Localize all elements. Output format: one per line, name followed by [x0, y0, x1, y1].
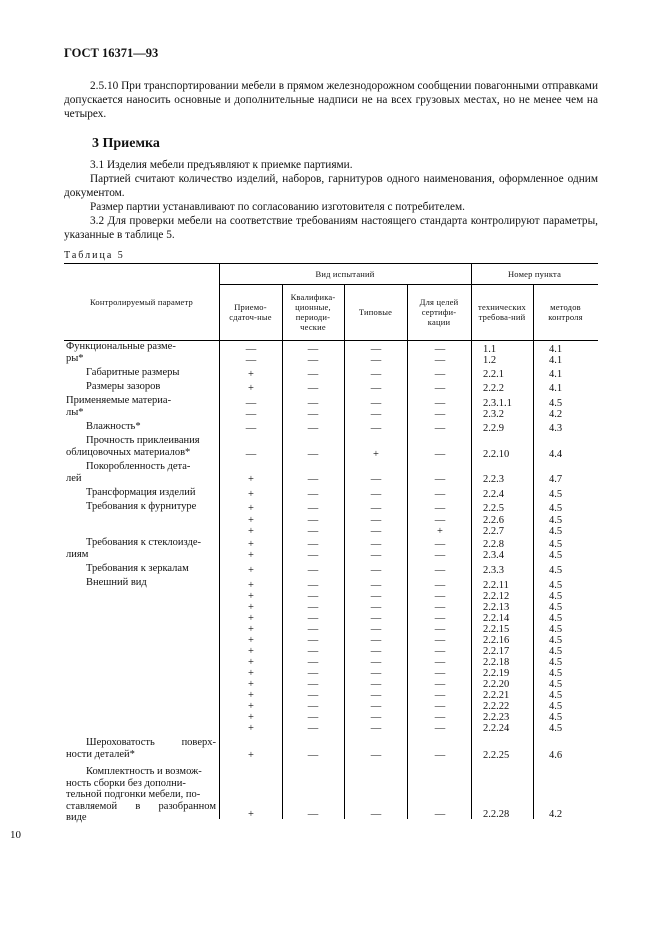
cell-type: —: [370, 550, 382, 561]
cell-qualification: —: [307, 679, 319, 690]
cell-tech-req: 2.2.19: [483, 668, 510, 679]
cell-method: 4.5: [549, 635, 563, 646]
cell-method: 4.5: [549, 591, 563, 602]
cell-acceptance: +: [248, 679, 254, 690]
cell-certification: —: [434, 409, 446, 420]
cell-method: 4.5: [549, 613, 563, 624]
cell-acceptance: +: [248, 690, 254, 701]
cell-method: 4.5: [549, 580, 563, 591]
cell-certification: —: [434, 646, 446, 657]
cell-certification: —: [434, 489, 446, 500]
cell-certification: —: [434, 613, 446, 624]
cell-qualification: —: [307, 423, 319, 434]
cell-method: 4.1: [549, 383, 563, 394]
cell-method: 4.1: [549, 344, 563, 355]
cell-certification: —: [434, 809, 446, 820]
cell-qualification: —: [307, 809, 319, 820]
cell-qualification: —: [307, 449, 319, 460]
param-label: Покоробленность дета- лей: [66, 461, 191, 484]
section-title: 3 Приемка: [92, 136, 160, 151]
cell-type: —: [370, 723, 382, 734]
cell-acceptance: +: [248, 503, 254, 514]
param-label: Применяемые материа- лы*: [66, 395, 172, 418]
cell-tech-req: 2.2.12: [483, 591, 510, 602]
cell-certification: —: [434, 550, 446, 561]
cell-type: —: [370, 646, 382, 657]
cell-type: —: [370, 580, 382, 591]
cell-certification: —: [434, 355, 446, 366]
cell-type: —: [370, 712, 382, 723]
param-label: Функциональные разме- ры*: [66, 341, 176, 364]
cell-certification: —: [434, 369, 446, 380]
cell-tech-req: 2.2.14: [483, 613, 510, 624]
cell-acceptance: +: [248, 646, 254, 657]
cell-method: 4.5: [549, 602, 563, 613]
cell-type: —: [370, 383, 382, 394]
paragraph-party-size: Размер партии устанавливают по согласованию изготовителя с потребителем.: [90, 201, 465, 213]
cell-certification: —: [434, 679, 446, 690]
cell-method: 4.5: [549, 539, 563, 550]
param-label: Влажность*: [86, 421, 141, 432]
cell-tech-req: 2.2.7: [483, 526, 504, 537]
cell-type: —: [370, 503, 382, 514]
cell-acceptance: +: [248, 383, 254, 394]
cell-acceptance: +: [248, 474, 254, 485]
cell-method: 4.5: [549, 646, 563, 657]
cell-method: 4.5: [549, 657, 563, 668]
cell-method: 4.5: [549, 690, 563, 701]
cell-tech-req: 2.2.2: [483, 383, 504, 394]
cell-certification: —: [434, 712, 446, 723]
cell-type: —: [370, 624, 382, 635]
cell-type: —: [370, 690, 382, 701]
cell-certification: —: [434, 539, 446, 550]
cell-acceptance: +: [248, 624, 254, 635]
header-param: Контролируемый параметр: [89, 296, 194, 307]
cell-type: —: [370, 515, 382, 526]
cell-method: 4.2: [549, 809, 563, 820]
cell-method: 4.1: [549, 369, 563, 380]
cell-qualification: —: [307, 613, 319, 624]
table-col-divider: [282, 284, 283, 819]
cell-qualification: —: [307, 515, 319, 526]
cell-qualification: —: [307, 369, 319, 380]
cell-acceptance: +: [248, 489, 254, 500]
cell-method: 4.6: [549, 750, 563, 761]
cell-acceptance: +: [248, 602, 254, 613]
cell-certification: —: [434, 657, 446, 668]
cell-acceptance: +: [248, 550, 254, 561]
cell-qualification: —: [307, 344, 319, 355]
cell-qualification: —: [307, 489, 319, 500]
cell-tech-req: 2.3.4: [483, 550, 504, 561]
cell-method: 4.5: [549, 624, 563, 635]
table-caption: Таблица 5: [64, 250, 125, 261]
cell-acceptance: +: [248, 565, 254, 576]
cell-tech-req: 2.2.20: [483, 679, 510, 690]
cell-acceptance: +: [248, 613, 254, 624]
cell-type: —: [370, 565, 382, 576]
cell-method: 4.5: [549, 398, 563, 409]
cell-certification: —: [434, 602, 446, 613]
cell-method: 4.7: [549, 474, 563, 485]
cell-acceptance: +: [248, 591, 254, 602]
cell-type: —: [370, 750, 382, 761]
cell-certification: —: [434, 635, 446, 646]
cell-certification: —: [434, 701, 446, 712]
cell-qualification: —: [307, 580, 319, 591]
cell-tech-req: 2.2.18: [483, 657, 510, 668]
cell-acceptance: +: [248, 723, 254, 734]
cell-acceptance: +: [248, 712, 254, 723]
cell-certification: —: [434, 383, 446, 394]
cell-acceptance: +: [248, 580, 254, 591]
cell-acceptance: +: [248, 539, 254, 550]
cell-certification: —: [434, 565, 446, 576]
table-col-divider: [219, 263, 220, 819]
cell-qualification: —: [307, 503, 319, 514]
paragraph-party: Партией считают количество изделий, наборов, гарнитуров одного наименования, оформленное одним документом.: [64, 173, 598, 199]
table-col-divider: [407, 284, 408, 819]
cell-certification: —: [434, 668, 446, 679]
table-col-divider: [533, 284, 534, 819]
cell-tech-req: 2.2.28: [483, 809, 510, 820]
cell-certification: —: [434, 580, 446, 591]
cell-acceptance: +: [248, 668, 254, 679]
param-label: Требования к фурнитуре: [86, 501, 197, 512]
param-label: Шероховатость поверх- ности деталей*: [66, 737, 216, 760]
cell-acceptance: +: [248, 369, 254, 380]
cell-qualification: —: [307, 565, 319, 576]
param-label: Требования к зеркалам: [86, 563, 189, 574]
cell-tech-req: 2.2.4: [483, 489, 504, 500]
cell-qualification: —: [307, 646, 319, 657]
cell-method: 4.5: [549, 701, 563, 712]
cell-certification: —: [434, 750, 446, 761]
cell-qualification: —: [307, 602, 319, 613]
cell-tech-req: 1.2: [483, 355, 497, 366]
cell-type: —: [370, 591, 382, 602]
cell-qualification: —: [307, 690, 319, 701]
cell-qualification: —: [307, 712, 319, 723]
cell-method: 4.5: [549, 526, 563, 537]
cell-tech-req: 2.2.22: [483, 701, 510, 712]
cell-certification: —: [434, 474, 446, 485]
cell-qualification: —: [307, 624, 319, 635]
cell-qualification: —: [307, 526, 319, 537]
cell-qualification: —: [307, 474, 319, 485]
cell-acceptance: +: [248, 750, 254, 761]
cell-type: —: [370, 474, 382, 485]
cell-method: 4.5: [549, 515, 563, 526]
cell-type: —: [370, 409, 382, 420]
param-label: Размеры зазоров: [86, 381, 161, 392]
cell-qualification: —: [307, 409, 319, 420]
header-acceptance: Приемо-сдаточ-ные: [229, 302, 272, 322]
cell-tech-req: 2.2.13: [483, 602, 510, 613]
header-methods: методов контроля: [548, 302, 583, 322]
cell-qualification: —: [307, 591, 319, 602]
cell-certification: —: [434, 423, 446, 434]
cell-type: —: [370, 701, 382, 712]
cell-method: 4.4: [549, 449, 563, 460]
cell-tech-req: 2.2.15: [483, 624, 510, 635]
cell-qualification: —: [307, 383, 319, 394]
header-clause-group: Номер пункта: [507, 268, 562, 279]
cell-tech-req: 2.2.17: [483, 646, 510, 657]
cell-tech-req: 2.2.3: [483, 474, 504, 485]
table-col-divider: [471, 263, 472, 819]
cell-method: 4.5: [549, 489, 563, 500]
cell-type: —: [370, 657, 382, 668]
cell-tech-req: 1.1: [483, 344, 497, 355]
cell-acceptance: —: [245, 449, 257, 460]
cell-qualification: —: [307, 657, 319, 668]
cell-certification: —: [434, 591, 446, 602]
cell-acceptance: +: [248, 526, 254, 537]
cell-certification: —: [434, 449, 446, 460]
cell-acceptance: —: [245, 344, 257, 355]
cell-acceptance: +: [248, 657, 254, 668]
cell-method: 4.5: [549, 503, 563, 514]
paragraph-2-5-10: 2.5.10 При транспортировании мебели в прямом железнодорожном сообщении повагонными отправками допускается наносить основные и дополнительные надписи не на всех грузовых местах, но не менее чем на четырех.: [64, 80, 598, 120]
cell-acceptance: —: [245, 409, 257, 420]
param-label: Требования к стеклоизде- лиям: [66, 537, 201, 560]
cell-certification: —: [434, 690, 446, 701]
cell-tech-req: 2.3.3: [483, 565, 504, 576]
cell-method: 4.2: [549, 409, 563, 420]
cell-qualification: —: [307, 723, 319, 734]
cell-certification: +: [437, 526, 443, 537]
cell-method: 4.5: [549, 712, 563, 723]
cell-acceptance: —: [245, 398, 257, 409]
cell-qualification: —: [307, 539, 319, 550]
cell-tech-req: 2.2.16: [483, 635, 510, 646]
cell-certification: —: [434, 344, 446, 355]
cell-type: —: [370, 668, 382, 679]
header-test-group: Вид испытаний: [315, 268, 375, 279]
param-label: Прочность приклеивания облицовочных материалов*: [66, 435, 200, 458]
cell-acceptance: +: [248, 635, 254, 646]
cell-type: —: [370, 679, 382, 690]
cell-tech-req: 2.2.5: [483, 503, 504, 514]
cell-type: —: [370, 809, 382, 820]
header-tech-req: технических требова-ний: [478, 302, 526, 322]
cell-type: —: [370, 635, 382, 646]
cell-type: —: [370, 423, 382, 434]
paragraph-3-1: 3.1 Изделия мебели предъявляют к приемке партиями.: [90, 159, 353, 171]
cell-tech-req: 2.2.21: [483, 690, 510, 701]
param-label: Комплектность и возмож- ность сборки без дополни- тельной подгонки мебели, по- ставляемой в разобранном виде: [66, 766, 216, 823]
cell-certification: —: [434, 515, 446, 526]
cell-tech-req: 2.3.2: [483, 409, 504, 420]
param-label: Внешний вид: [86, 577, 147, 588]
table-col-divider: [344, 284, 345, 819]
cell-tech-req: 2.2.8: [483, 539, 504, 550]
header-certification: Для целей сертифи-кации: [419, 297, 459, 327]
cell-acceptance: +: [248, 701, 254, 712]
cell-type: —: [370, 526, 382, 537]
cell-tech-req: 2.2.6: [483, 515, 504, 526]
cell-type: —: [370, 398, 382, 409]
cell-acceptance: —: [245, 423, 257, 434]
cell-qualification: —: [307, 398, 319, 409]
cell-method: 4.5: [549, 668, 563, 679]
cell-tech-req: 2.2.23: [483, 712, 510, 723]
cell-type: —: [370, 539, 382, 550]
cell-acceptance: —: [245, 355, 257, 366]
cell-type: —: [370, 355, 382, 366]
cell-type: —: [370, 489, 382, 500]
cell-acceptance: +: [248, 515, 254, 526]
cell-qualification: —: [307, 355, 319, 366]
cell-method: 4.5: [549, 723, 563, 734]
cell-qualification: —: [307, 635, 319, 646]
header-qualification: Квалифика-ционные, периоди-ческие: [290, 292, 336, 332]
cell-acceptance: +: [248, 809, 254, 820]
cell-type: —: [370, 369, 382, 380]
cell-tech-req: 2.3.1.1: [483, 398, 512, 409]
cell-tech-req: 2.2.1: [483, 369, 504, 380]
cell-qualification: —: [307, 550, 319, 561]
param-label: Габаритные размеры: [86, 367, 180, 378]
cell-tech-req: 2.2.10: [483, 449, 510, 460]
param-label: Трансформация изделий: [86, 487, 196, 498]
cell-method: 4.1: [549, 355, 563, 366]
paragraph-3-2: 3.2 Для проверки мебели на соответствие требованиям настоящего стандарта контролируют параметры, указанные в таблице 5.: [64, 215, 598, 241]
cell-method: 4.5: [549, 550, 563, 561]
page-number: 10: [10, 829, 21, 841]
cell-type: —: [370, 344, 382, 355]
cell-tech-req: 2.2.25: [483, 750, 510, 761]
cell-method: 4.5: [549, 565, 563, 576]
document-id: ГОСТ 16371—93: [64, 46, 159, 60]
cell-certification: —: [434, 503, 446, 514]
cell-tech-req: 2.2.24: [483, 723, 510, 734]
cell-type: —: [370, 602, 382, 613]
cell-certification: —: [434, 398, 446, 409]
cell-tech-req: 2.2.11: [483, 580, 509, 591]
cell-type: —: [370, 613, 382, 624]
cell-tech-req: 2.2.9: [483, 423, 504, 434]
cell-type: +: [373, 449, 379, 460]
cell-certification: —: [434, 723, 446, 734]
cell-qualification: —: [307, 750, 319, 761]
cell-method: 4.5: [549, 679, 563, 690]
cell-certification: —: [434, 624, 446, 635]
cell-method: 4.3: [549, 423, 563, 434]
cell-qualification: —: [307, 701, 319, 712]
cell-qualification: —: [307, 668, 319, 679]
header-type: Типовые: [358, 307, 393, 317]
